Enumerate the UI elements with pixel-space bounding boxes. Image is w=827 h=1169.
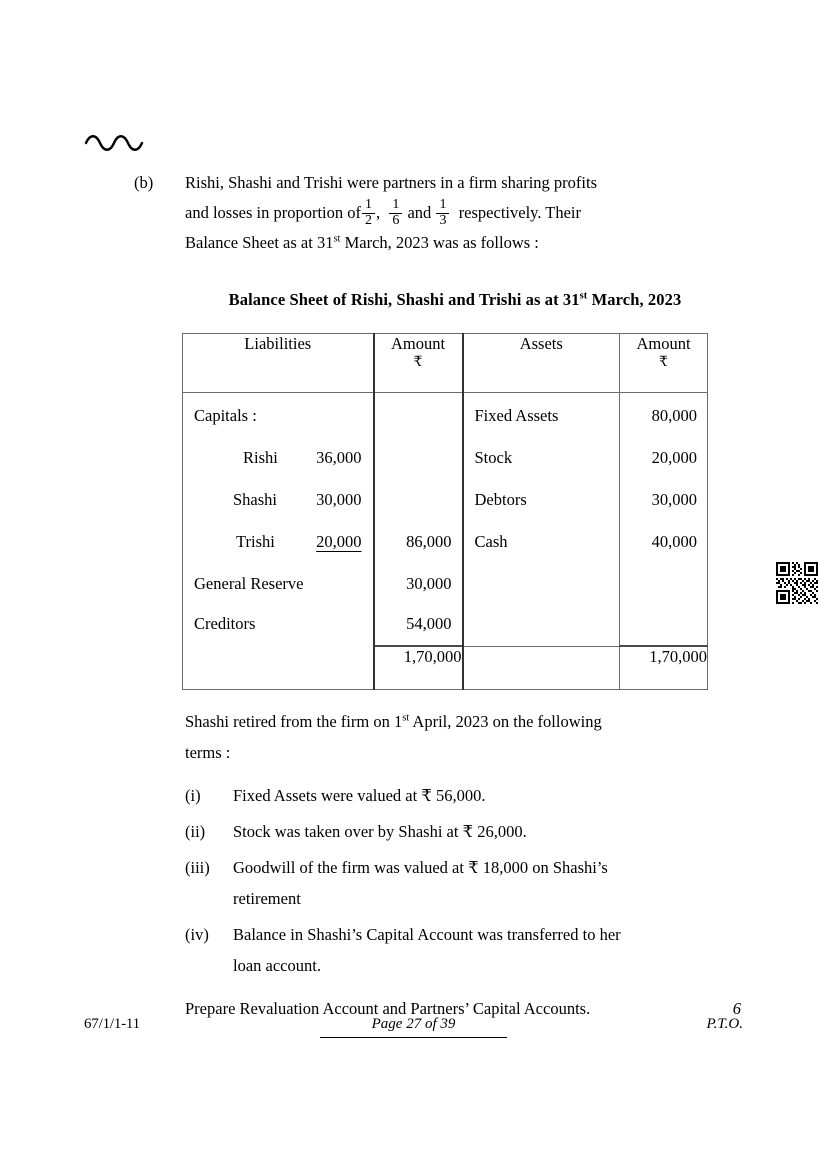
list-item: Trishi 20,000 — [236, 532, 362, 551]
table-body-row — [183, 393, 708, 647]
term-number: (iv) — [185, 925, 209, 944]
list-item: Debtors — [474, 490, 527, 509]
balance-sheet-title — [175, 290, 735, 310]
table-header-row — [183, 334, 708, 393]
retirement-terms-block — [0, 706, 827, 1024]
header-amount-right — [620, 334, 708, 393]
rupee-icon-left: ₹ — [413, 355, 423, 370]
total-middle-blank — [463, 646, 620, 690]
intro-line-3-a: Balance Sheet as at 31 — [185, 233, 334, 253]
list-item — [0, 816, 827, 847]
term-number: (iii) — [185, 858, 210, 877]
assets-list — [464, 393, 620, 646]
intro-line-2-suffix: respectively. Their — [458, 203, 582, 222]
question-label: (b) — [134, 173, 154, 192]
total-left: 1,70,000 — [374, 646, 463, 690]
list-item: Stock — [474, 448, 513, 467]
term-number: (i) — [185, 786, 201, 805]
intro-line-2-prefix: and losses in proportion of — [185, 203, 361, 222]
fraction-separator-2: and — [407, 203, 432, 222]
list-item: 80,000 — [651, 406, 697, 425]
amount-right-list — [620, 393, 707, 645]
list-item: Rishi 36,000 — [243, 448, 362, 467]
total-right: 1,70,000 — [620, 646, 708, 690]
list-item: Creditors — [194, 614, 256, 633]
assets-cell — [463, 393, 620, 647]
list-item: 20,000 — [651, 448, 697, 467]
footer-paper-code: 67/1/1-11 — [84, 1016, 140, 1032]
list-item: General Reserve — [194, 574, 304, 593]
term-text-continued: retirement — [233, 889, 301, 908]
balance-sheet-title-ordinal: st — [579, 290, 588, 302]
header-amount-right-label: Amount — [636, 334, 691, 353]
retirement-intro-b: April, 2023 on the following — [409, 712, 602, 731]
list-item: 30,000 — [651, 490, 697, 509]
intro-line-2 — [185, 198, 705, 228]
retirement-ordinal: st — [402, 712, 410, 724]
amount-right-cell — [620, 393, 708, 647]
header-amount-left-label: Amount — [390, 334, 446, 353]
list-item: 86,000 — [406, 532, 452, 551]
term-text: Fixed Assets were valued at ₹ 56,000. — [233, 786, 486, 805]
term-text: Goodwill of the firm was valued at ₹ 18,000 on Shashi’s — [233, 858, 608, 877]
balance-sheet-title-a: Balance Sheet of Rishi, Shashi and Trishi as at 31 — [228, 290, 580, 309]
list-item: Capitals : — [194, 406, 257, 425]
list-item: Shashi 30,000 — [233, 490, 362, 509]
list-item — [0, 852, 827, 914]
intro-line-1 — [185, 168, 705, 198]
prepare-instruction: Prepare Revaluation Account and Partners’ Capital Accounts. — [185, 999, 591, 1018]
qr-code-icon — [776, 562, 818, 604]
list-item: 54,000 — [406, 614, 452, 633]
liabilities-cell — [183, 393, 374, 690]
amount-left-cell — [374, 393, 463, 647]
list-item — [0, 780, 827, 811]
question-b-block — [0, 168, 827, 258]
list-item: Fixed Assets — [474, 406, 559, 425]
ordinal-suffix: st — [333, 233, 341, 245]
fraction-one-sixth: $\frac{1}{6}$ — [389, 198, 402, 228]
amount-left-list — [375, 393, 462, 645]
intro-line-3-b: March, 2023 was as follows : — [340, 233, 539, 253]
list-item: 40,000 — [651, 532, 697, 551]
squiggle-wave-icon — [84, 131, 154, 153]
terms-list — [0, 780, 827, 981]
list-item — [0, 919, 827, 981]
list-item: 30,000 — [406, 574, 452, 593]
rupee-icon-right: ₹ — [659, 355, 668, 370]
balance-sheet-table — [182, 333, 708, 690]
retirement-terms-label: terms : — [185, 743, 231, 762]
footer-page-number — [0, 1016, 827, 1033]
retirement-intro — [0, 706, 827, 737]
marks-value: 6 — [732, 999, 741, 1018]
term-text: Balance in Shashi’s Capital Account was transferred to her — [233, 925, 621, 944]
fraction-one-half: $\frac{1}{2}$ — [362, 198, 375, 228]
list-item: Cash — [474, 532, 508, 551]
footer-page-number-text: Page 27 of 39 — [320, 1016, 508, 1038]
header-amount-left — [374, 334, 463, 393]
header-assets: Assets — [463, 334, 620, 393]
intro-line-1-text: Rishi, Shashi and Trishi were partners in a firm sharing profits — [185, 173, 598, 192]
term-text: Stock was taken over by Shashi at ₹ 26,000. — [233, 822, 527, 841]
header-liabilities: Liabilities — [183, 334, 374, 393]
retirement-intro-a: Shashi retired from the firm on 1 — [185, 712, 403, 731]
fraction-one-third: $\frac{1}{3}$ — [436, 198, 449, 228]
term-number: (ii) — [185, 822, 206, 841]
footer-pto: P.T.O. — [706, 1016, 743, 1032]
page-footer — [0, 1016, 827, 1050]
fraction-separator-1: , — [375, 203, 381, 222]
liabilities-list — [183, 393, 373, 689]
term-text-continued: loan account. — [233, 956, 321, 975]
intro-line-3 — [185, 228, 705, 258]
balance-sheet-title-b: March, 2023 — [587, 290, 682, 309]
